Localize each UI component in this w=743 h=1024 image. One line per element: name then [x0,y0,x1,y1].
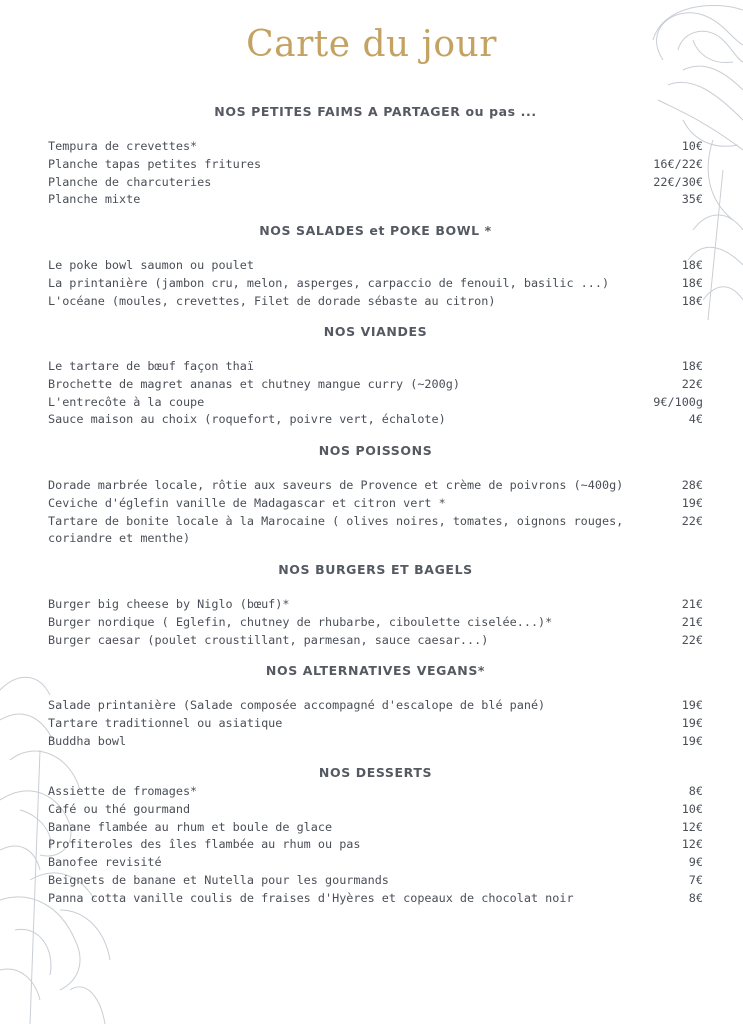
item-name: Beignets de banane et Nutella pour les gourmands [48,872,389,887]
menu-item [48,495,703,513]
item-price: 22€ [681,632,703,647]
section-fish [48,443,703,548]
item-name: Le tartare de bœuf façon thaï [48,359,254,373]
item-name: Tartare traditionnel ou asiatique [48,715,283,730]
item-price: 22€ [681,513,703,528]
item-name: Buddha bowl [48,733,127,748]
section-shared-plates [48,104,703,209]
item-name: Planche de charcuteries [48,174,212,189]
item-name: Burger caesar (poulet croustillant, parmesan, sauce caesar...) [48,632,489,647]
item-price: 18€ [681,293,703,308]
menu-item [48,477,703,495]
section-title: NOS POISSONS [318,443,433,458]
menu-item [48,715,703,733]
item-price: 12€ [681,837,703,852]
item-price: 22€/30€ [653,174,703,189]
item-name: Burger nordique ( Eglefin, chutney de rhubarbe, ciboulette ciselée...)* [48,614,553,629]
menu-item [48,632,703,650]
menu-item [48,191,703,209]
item-name: Planche mixte [48,192,141,207]
menu-item [48,513,703,549]
section-title: NOS DESSERTS [318,765,433,780]
section-salads [48,223,703,310]
item-price: 18€ [681,275,703,290]
section-title: NOS BURGERS ET BAGELS [278,562,473,577]
item-price: 21€ [681,597,703,611]
menu-item [48,138,703,156]
item-price: 9€/100g [653,394,703,409]
item-name: Assiette de fromages* [48,784,198,798]
item-name: Ceviche d'églefin vanille de Madagascar et citron vert * [48,495,446,510]
menu-item [48,890,703,908]
item-price: 35€ [681,192,703,207]
item-name: Banane flambée au rhum et boule de glace [48,819,333,834]
item-price: 16€/22€ [653,156,703,171]
item-name: Tartare de bonite locale à la Marocaine ( olives noires, tomates, oignons rouges, coriandre et menthe) [48,513,624,546]
section-meats [48,324,703,429]
item-price: 18€ [681,258,703,272]
item-price: 8€ [688,890,703,905]
item-price: 19€ [681,715,703,730]
menu-item [48,819,703,837]
item-name: La printanière (jambon cru, melon, asperges, carpaccio de fenouil, basilic ...) [48,275,610,290]
item-name: Banofee revisité [48,855,162,870]
section-vegan [48,663,703,750]
section-title: NOS SALADES et POKE BOWL * [259,223,492,238]
item-name: L'entrecôte à la coupe [48,394,205,409]
menu-item [48,783,703,801]
menu-item [48,257,703,275]
menu-item [48,697,703,715]
item-name: Profiteroles des îles flambée au rhum ou pas [48,837,361,852]
item-price: 18€ [681,359,703,373]
item-name: Dorade marbrée locale, rôtie aux saveurs de Provence et crème de poivrons (~400g) [48,478,624,492]
item-price: 10€ [681,801,703,816]
menu-item [48,394,703,412]
item-price: 19€ [681,495,703,510]
section-title: NOS ALTERNATIVES VEGANS* [265,663,486,678]
item-name: Panna cotta vanille coulis de fraises d'Hyères et copeaux de chocolat noir [48,890,574,905]
menu-item [48,358,703,376]
menu-item [48,872,703,890]
menu-item [48,411,703,429]
item-price: 8€ [688,784,703,798]
item-name: Burger big cheese by Niglo (bœuf)* [48,597,290,611]
item-price: 22€ [681,376,703,391]
section-title: NOS VIANDES [323,324,428,339]
section-desserts [48,765,703,908]
menu-item [48,801,703,819]
menu-item [48,156,703,174]
menu-item [48,376,703,394]
menu-item [48,596,703,614]
menu-item [48,614,703,632]
item-price: 12€ [681,819,703,834]
menu-item [48,275,703,293]
menu-item [48,174,703,192]
item-name: Salade printanière (Salade composée accompagné d'escalope de blé pané) [48,698,546,712]
menu-item [48,733,703,751]
item-name: Planche tapas petites fritures [48,156,262,171]
menu-item [48,293,703,311]
item-price: 28€ [681,478,703,492]
item-price: 21€ [681,614,703,629]
item-price: 10€ [681,139,703,153]
section-burgers [48,562,703,649]
item-price: 9€ [688,855,703,870]
item-price: 4€ [688,412,703,427]
item-name: Sauce maison au choix (roquefort, poivre vert, échalote) [48,412,446,427]
item-price: 19€ [681,733,703,748]
item-name: Le poke bowl saumon ou poulet [48,258,254,272]
page-title: Carte du jour [246,24,497,65]
item-name: Brochette de magret ananas et chutney mangue curry (~200g) [48,376,460,391]
item-name: Café ou thé gourmand [48,801,191,816]
item-price: 19€ [681,698,703,712]
item-name: Tempura de crevettes* [48,139,198,153]
item-name: L'océane (moules, crevettes, Filet de dorade sébaste au citron) [48,293,496,308]
menu-item [48,854,703,872]
section-title: NOS PETITES FAIMS A PARTAGER ou pas ... [214,104,537,119]
item-price: 7€ [688,872,703,887]
menu-item [48,836,703,854]
